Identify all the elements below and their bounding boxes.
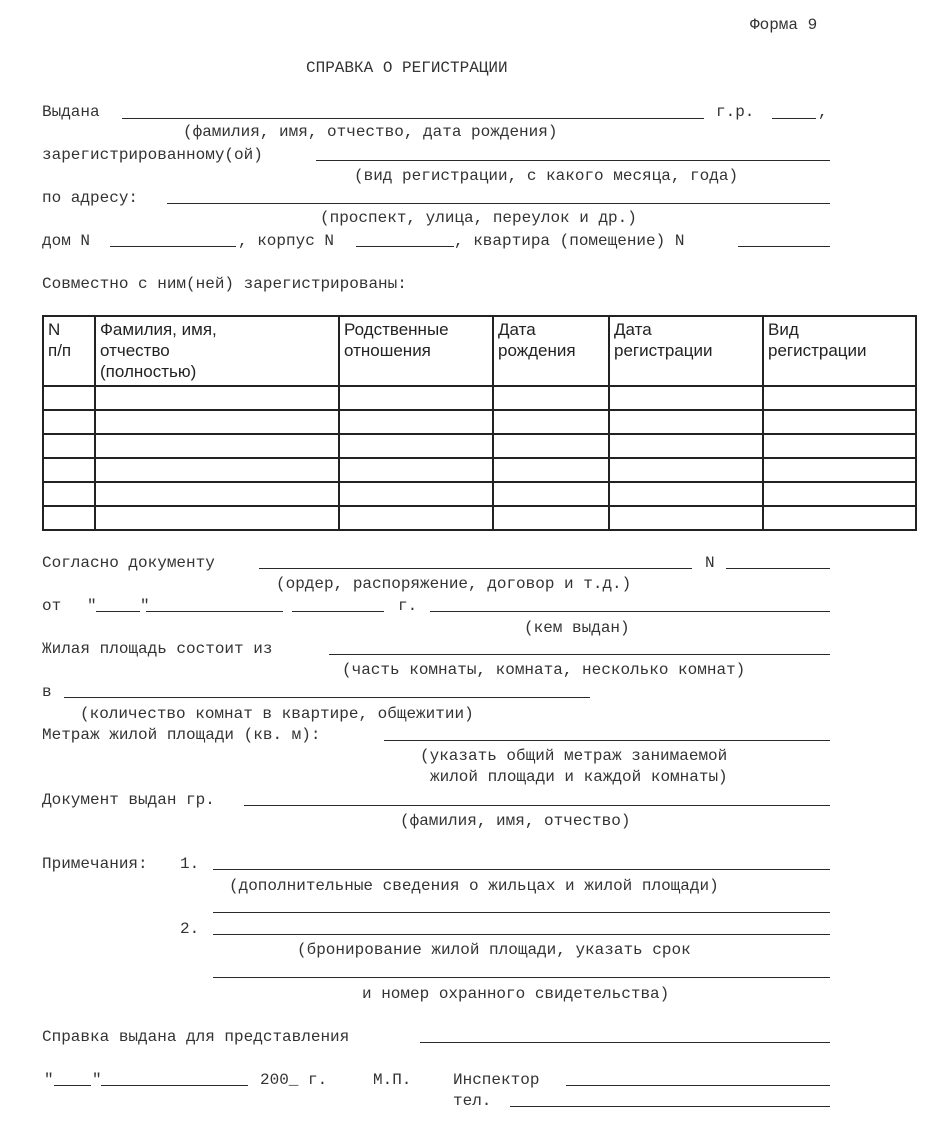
table-header-cell: Родственные отношения — [339, 316, 493, 386]
table-cell[interactable] — [339, 434, 493, 458]
table-row — [43, 458, 916, 482]
footer-quote-close: " — [92, 1071, 102, 1089]
table-cell[interactable] — [763, 386, 916, 410]
issuer-hint: (кем выдан) — [524, 619, 630, 637]
corp-label: , корпус N — [238, 232, 335, 250]
table-cell[interactable] — [763, 458, 916, 482]
note-1-field-2[interactable] — [213, 912, 830, 913]
year-label: г. — [398, 597, 418, 615]
document-number-field[interactable] — [726, 568, 830, 569]
living-area-field[interactable] — [329, 654, 830, 655]
footer-year: 200_ г. — [260, 1071, 328, 1089]
table-cell[interactable] — [763, 482, 916, 506]
table-cell[interactable] — [493, 410, 609, 434]
table-cell[interactable] — [95, 386, 339, 410]
table-header-cell: Дата рождения — [493, 316, 609, 386]
table-cell[interactable] — [339, 506, 493, 530]
living-area-hint: (часть комнаты, комната, несколько комнат) — [342, 661, 746, 679]
apt-field[interactable] — [738, 246, 830, 247]
phone-field[interactable] — [510, 1106, 830, 1107]
table-cell[interactable] — [763, 410, 916, 434]
table-cell[interactable] — [493, 458, 609, 482]
footer-day-field[interactable] — [54, 1085, 91, 1086]
year-field[interactable] — [292, 611, 384, 612]
birth-year-label: г.р. — [716, 103, 755, 121]
area-size-label: Метраж жилой площади (кв. м): — [42, 726, 321, 744]
table-cell[interactable] — [95, 434, 339, 458]
area-size-field[interactable] — [384, 740, 830, 741]
table-cell[interactable] — [95, 458, 339, 482]
table-cell[interactable] — [339, 386, 493, 410]
table-header-row — [43, 316, 916, 386]
note-2-field-2[interactable] — [213, 977, 830, 978]
cohabitants-table — [42, 315, 917, 531]
table-header-cell: Фамилия, имя, отчество (полностью) — [95, 316, 339, 386]
note-2-hint-2: и номер охранного свидетельства) — [362, 985, 670, 1003]
registered-field[interactable] — [316, 160, 830, 161]
issued-to-field[interactable] — [122, 118, 704, 119]
house-field[interactable] — [110, 246, 236, 247]
note-2-hint-1: (бронирование жилой площади, указать срок — [297, 941, 691, 959]
quote-close: " — [140, 597, 150, 615]
table-cell[interactable] — [339, 458, 493, 482]
note-2-field[interactable] — [213, 934, 830, 935]
table-cell[interactable] — [339, 482, 493, 506]
table-cell[interactable] — [43, 458, 95, 482]
phone-label: тел. — [453, 1092, 492, 1110]
cohabitants-title: Совместно с ним(ней) зарегистрированы: — [42, 275, 407, 293]
table-cell[interactable] — [95, 410, 339, 434]
footer-month-field[interactable] — [101, 1085, 248, 1086]
issued-citizen-label: Документ выдан гр. — [42, 791, 215, 809]
table-cell[interactable] — [43, 434, 95, 458]
issued-to-label: Выдана — [42, 103, 100, 121]
month-field[interactable] — [146, 611, 283, 612]
table-cell[interactable] — [493, 386, 609, 410]
birth-year-field[interactable] — [772, 118, 816, 119]
table-cell[interactable] — [763, 434, 916, 458]
issued-citizen-field[interactable] — [244, 805, 830, 806]
registered-hint: (вид регистрации, с какого месяца, года) — [354, 167, 739, 185]
table-cell[interactable] — [609, 410, 763, 434]
table-row — [43, 482, 916, 506]
document-label: Согласно документу — [42, 554, 215, 572]
living-area-label: Жилая площадь состоит из — [42, 640, 273, 658]
address-hint: (проспект, улица, переулок и др.) — [320, 209, 637, 227]
table-row — [43, 434, 916, 458]
table-cell[interactable] — [339, 410, 493, 434]
quote-open: " — [87, 597, 97, 615]
house-label: дом N — [42, 232, 91, 250]
corp-field[interactable] — [356, 246, 454, 247]
table-cell[interactable] — [95, 506, 339, 530]
table-cell[interactable] — [609, 458, 763, 482]
registered-label: зарегистрированному(ой) — [42, 146, 263, 164]
table-cell[interactable] — [43, 410, 95, 434]
day-field[interactable] — [96, 611, 140, 612]
in-label: в — [42, 683, 52, 701]
table-cell[interactable] — [609, 386, 763, 410]
apt-label: , квартира (помещение) N — [454, 232, 685, 250]
inspector-field[interactable] — [566, 1085, 830, 1086]
table-cell[interactable] — [493, 482, 609, 506]
table-cell[interactable] — [493, 434, 609, 458]
area-size-hint-1: (указать общий метраж занимаемой — [420, 747, 728, 765]
form-number: Форма 9 — [750, 16, 818, 34]
table-row — [43, 506, 916, 530]
purpose-label: Справка выдана для представления — [42, 1028, 350, 1046]
table-cell[interactable] — [609, 482, 763, 506]
note-1-hint: (дополнительные сведения о жильцах и жилой площади) — [229, 877, 719, 895]
table-header-cell: Вид регистрации — [763, 316, 916, 386]
from-label: от — [42, 597, 62, 615]
table-cell[interactable] — [763, 506, 916, 530]
note-1-field[interactable] — [213, 869, 830, 870]
document-hint: (ордер, распоряжение, договор и т.д.) — [276, 575, 632, 593]
rooms-field[interactable] — [64, 697, 590, 698]
address-field[interactable] — [167, 203, 830, 204]
table-row — [43, 410, 916, 434]
address-label: по адресу: — [42, 189, 139, 207]
document-number-label: N — [705, 554, 715, 572]
note-2-number: 2. — [180, 920, 200, 938]
page-title: СПРАВКА О РЕГИСТРАЦИИ — [306, 59, 508, 77]
issuer-field[interactable] — [430, 611, 830, 612]
table-cell[interactable] — [609, 506, 763, 530]
footer-quote-open: " — [44, 1071, 54, 1089]
inspector-label: Инспектор — [453, 1071, 540, 1089]
table-cell[interactable] — [43, 386, 95, 410]
table-header-cell: N п/п — [43, 316, 95, 386]
area-size-hint-2: жилой площади и каждой комнаты) — [430, 768, 728, 786]
table-row — [43, 386, 916, 410]
table-cell[interactable] — [95, 482, 339, 506]
table-cell[interactable] — [43, 506, 95, 530]
document-field[interactable] — [259, 568, 692, 569]
issued-to-hint: (фамилия, имя, отчество, дата рождения) — [183, 123, 558, 141]
table-cell[interactable] — [43, 482, 95, 506]
purpose-field[interactable] — [420, 1042, 830, 1043]
comma: , — [818, 103, 828, 121]
table-cell[interactable] — [493, 506, 609, 530]
rooms-hint: (количество комнат в квартире, общежитии) — [80, 705, 474, 723]
notes-label: Примечания: — [42, 855, 148, 873]
note-1-number: 1. — [180, 855, 200, 873]
issued-citizen-hint: (фамилия, имя, отчество) — [400, 812, 631, 830]
table-cell[interactable] — [609, 434, 763, 458]
stamp-label: М.П. — [373, 1071, 412, 1089]
table-header-cell: Дата регистрации — [609, 316, 763, 386]
